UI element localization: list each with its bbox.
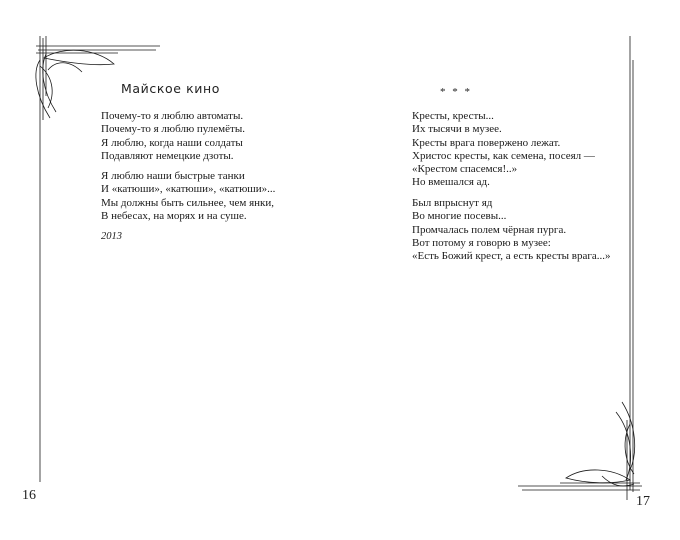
poem-line: Промчалась полем чёрная пурга.: [412, 223, 567, 236]
poem-line: И «катюши», «катюши», «катюши»...: [101, 183, 276, 196]
poem-line: Подавляют немецкие дзоты.: [101, 149, 234, 162]
poem-stanza-2: [101, 170, 275, 223]
poem-stanza-1: [412, 110, 595, 190]
right-page: [340, 0, 680, 540]
poem-line: В небесах, на морях и на суше.: [101, 209, 247, 222]
poem-line: Кресты врага повержено лежат.: [412, 136, 561, 149]
poem-line: Но вмешался ад.: [412, 176, 490, 189]
poem-line: Кресты, кресты...: [412, 110, 494, 122]
poem-line: Я люблю, когда наши солдаты: [101, 136, 243, 149]
poem-stanza-1: [101, 110, 245, 163]
poem-title: Майское кино: [121, 81, 220, 96]
poem-title: * * *: [440, 86, 472, 98]
poem-line: «Крестом спасемся!..»: [412, 163, 518, 176]
poem-line: Во многие посевы...: [412, 210, 507, 223]
corner-ornament-bottom-right: [340, 0, 680, 540]
poem-line: Я люблю наши быстрые танки: [101, 170, 245, 182]
poem-line: Христос кресты, как семена, посеял —: [412, 149, 595, 162]
poem-date: 2013: [101, 231, 122, 242]
poem-line: Мы должны быть сильнее, чем янки,: [101, 196, 275, 209]
page-number: 16: [22, 488, 36, 503]
poem-stanza-2: [412, 197, 611, 263]
poem-line: Почему-то я люблю пулемёты.: [101, 123, 245, 136]
poem-line: «Есть Божий крест, а есть кресты врага...»: [412, 250, 611, 263]
poem-line: Их тысячи в музее.: [412, 123, 502, 136]
page-number: 17: [636, 494, 650, 509]
poem-line: Вот потому я говорю в музее:: [412, 236, 551, 249]
poem-line: Почему-то я люблю автоматы.: [101, 110, 244, 122]
poem-line: Был впрыснут яд: [412, 197, 493, 209]
